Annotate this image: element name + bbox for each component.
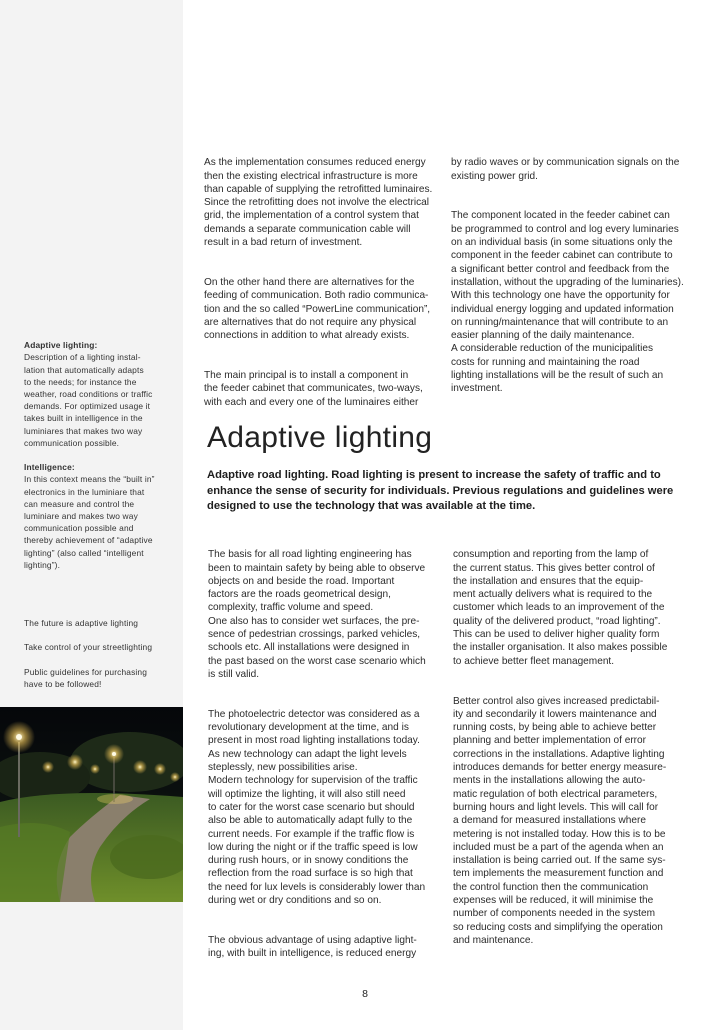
sidebar-link-future: The future is adaptive lighting — [24, 618, 139, 628]
park-lighting-photo — [0, 707, 183, 902]
section-title: Adaptive lighting — [207, 421, 433, 454]
sidebar-note-adaptive — [24, 327, 174, 449]
top-left-column — [204, 143, 444, 436]
paragraph: The photoelectric detector was considered as a revolutionary development at the time, and is present in most road lighting installations today. As new technology can adapt the light levels steplessly, new possibilities arise. Modern technology for supervision of the traffic will optimize the lighting, it will also still need to cater for the worst case scenario but should also be able to automatically adapt fully to the current needs. For example if the traffic flow is low during the night or if the traffic speed is low during rush hours, or in snowy conditions the reflection from the road surface is so high that the need for lux levels is considerably lower than during wet or dry conditions and so on. — [208, 708, 426, 907]
paragraph: Better control also gives increased predictabil- ity and secondarily it lowers maintenance and running costs, by being able to achieve better planning and better implementation of error corrections in the installations. Adaptive lighting introduces demands for better energy measure- ments in the installations allowing the auto- matic regulation of both electrical parameters, burning hours and light levels. This will call for a demand for measured installations where metering is not installed today. How this is to be included must be a part of the agenda when an installation is being carried out. If the same sys- tem implements the measurement function and the control function then the communication expenses will be reduced, it will minimise the number of components needed in the system so reducing costs and simplifying the operation and maintenance. — [453, 695, 667, 946]
bottom-right-column — [453, 535, 698, 974]
sidebar-note-intelligence-title: Intelligence: — [24, 462, 75, 473]
paragraph: The main principal is to install a component in the feeder cabinet that communicates, two-ways, with each and every one of the luminaires either — [204, 370, 423, 408]
sidebar-link-control: Take control of your streetlighting — [24, 642, 153, 652]
section-lead: Adaptive road lighting. Road lighting is present to increase the safety of traffic and to enhance the sense of security for individuals. Previous regulations and guidelines were designed to use the technology that was available at the time. — [207, 469, 674, 513]
paragraph: by radio waves or by communication signals on the existing power grid. — [451, 157, 680, 182]
paragraph: The component located in the feeder cabinet can be programmed to control and log every luminaries on an individual basis (in some situations only the component in the feeder cabinet can contribute to a significant better control and feedback from the installation, without the upgrading of the luminaries). With this technology one have the opportunity for individual energy logging and updated information on running/maintenance that will contribute to an easier planning of the daily maintenance. A considerable reduction of the municipalities costs for running and maintaining the road lighting installations will be the result of such an investment. — [451, 210, 684, 395]
paragraph: As the implementation consumes reduced energy then the existing electrical infrastructure is more than capable of supplying the retrofitted luminaires. Since the retrofitting does not involve the electrical grid, the implementation of a control system that demands a separate communication cable will result in a bad return of investment. — [204, 157, 433, 249]
sidebar-note-intelligence-body: In this context means the “built in” electronics in the luminiare that can measure and control the luminiare and makes two way communication possible and thereby achievement of “adaptive lighting” (also called “intelligent lighting”). — [24, 474, 155, 570]
paragraph: On the other hand there are alternatives for the feeding of communication. Both radio communica- tion and the so called “PowerLine communication”, are alternatives that do not require any physical connections in addition to what already exists. — [204, 276, 431, 342]
bottom-left-column — [208, 535, 448, 987]
page-number: 8 — [362, 988, 368, 1000]
top-right-column — [451, 143, 696, 422]
paragraph: The basis for all road lighting engineering has been to maintain safety by being able to observe objects on and beside the road. Important factors are the roads geometrical design, complexity, traffic volume and speed. One also has to consider wet surfaces, the pre- sence of pedestrian crossings, parked vehicles, schools etc. All installations were designed in the past based on the worst case scenario which is still valid. — [208, 549, 426, 680]
sidebar-link-guidelines: Public guidelines for purchasing have to be followed! — [24, 667, 148, 690]
paragraph: consumption and reporting from the lamp of the current status. This gives better control of the installation and ensures that the equip- ment actually delivers what is required to the customer which leads to an improvement of the quality of the delivered product, “road lighting”. This can be used to deliver higher quality form the installer organisation. It also makes possible to achieve better fleet management. — [453, 549, 668, 667]
sidebar-note-adaptive-body: Description of a lighting instal- lation that automatically adapts to the needs; for instance the weather, road conditions or traffic demands. For optimized usage it takes built in intelligence in the luminiares that makes two way communication possible. — [24, 352, 153, 448]
sidebar-note-intelligence — [24, 449, 174, 571]
sidebar-note-adaptive-title: Adaptive lighting: — [24, 340, 98, 351]
paragraph: The obvious advantage of using adaptive light- ing, with built in intelligence, is reduced energy — [208, 934, 417, 960]
